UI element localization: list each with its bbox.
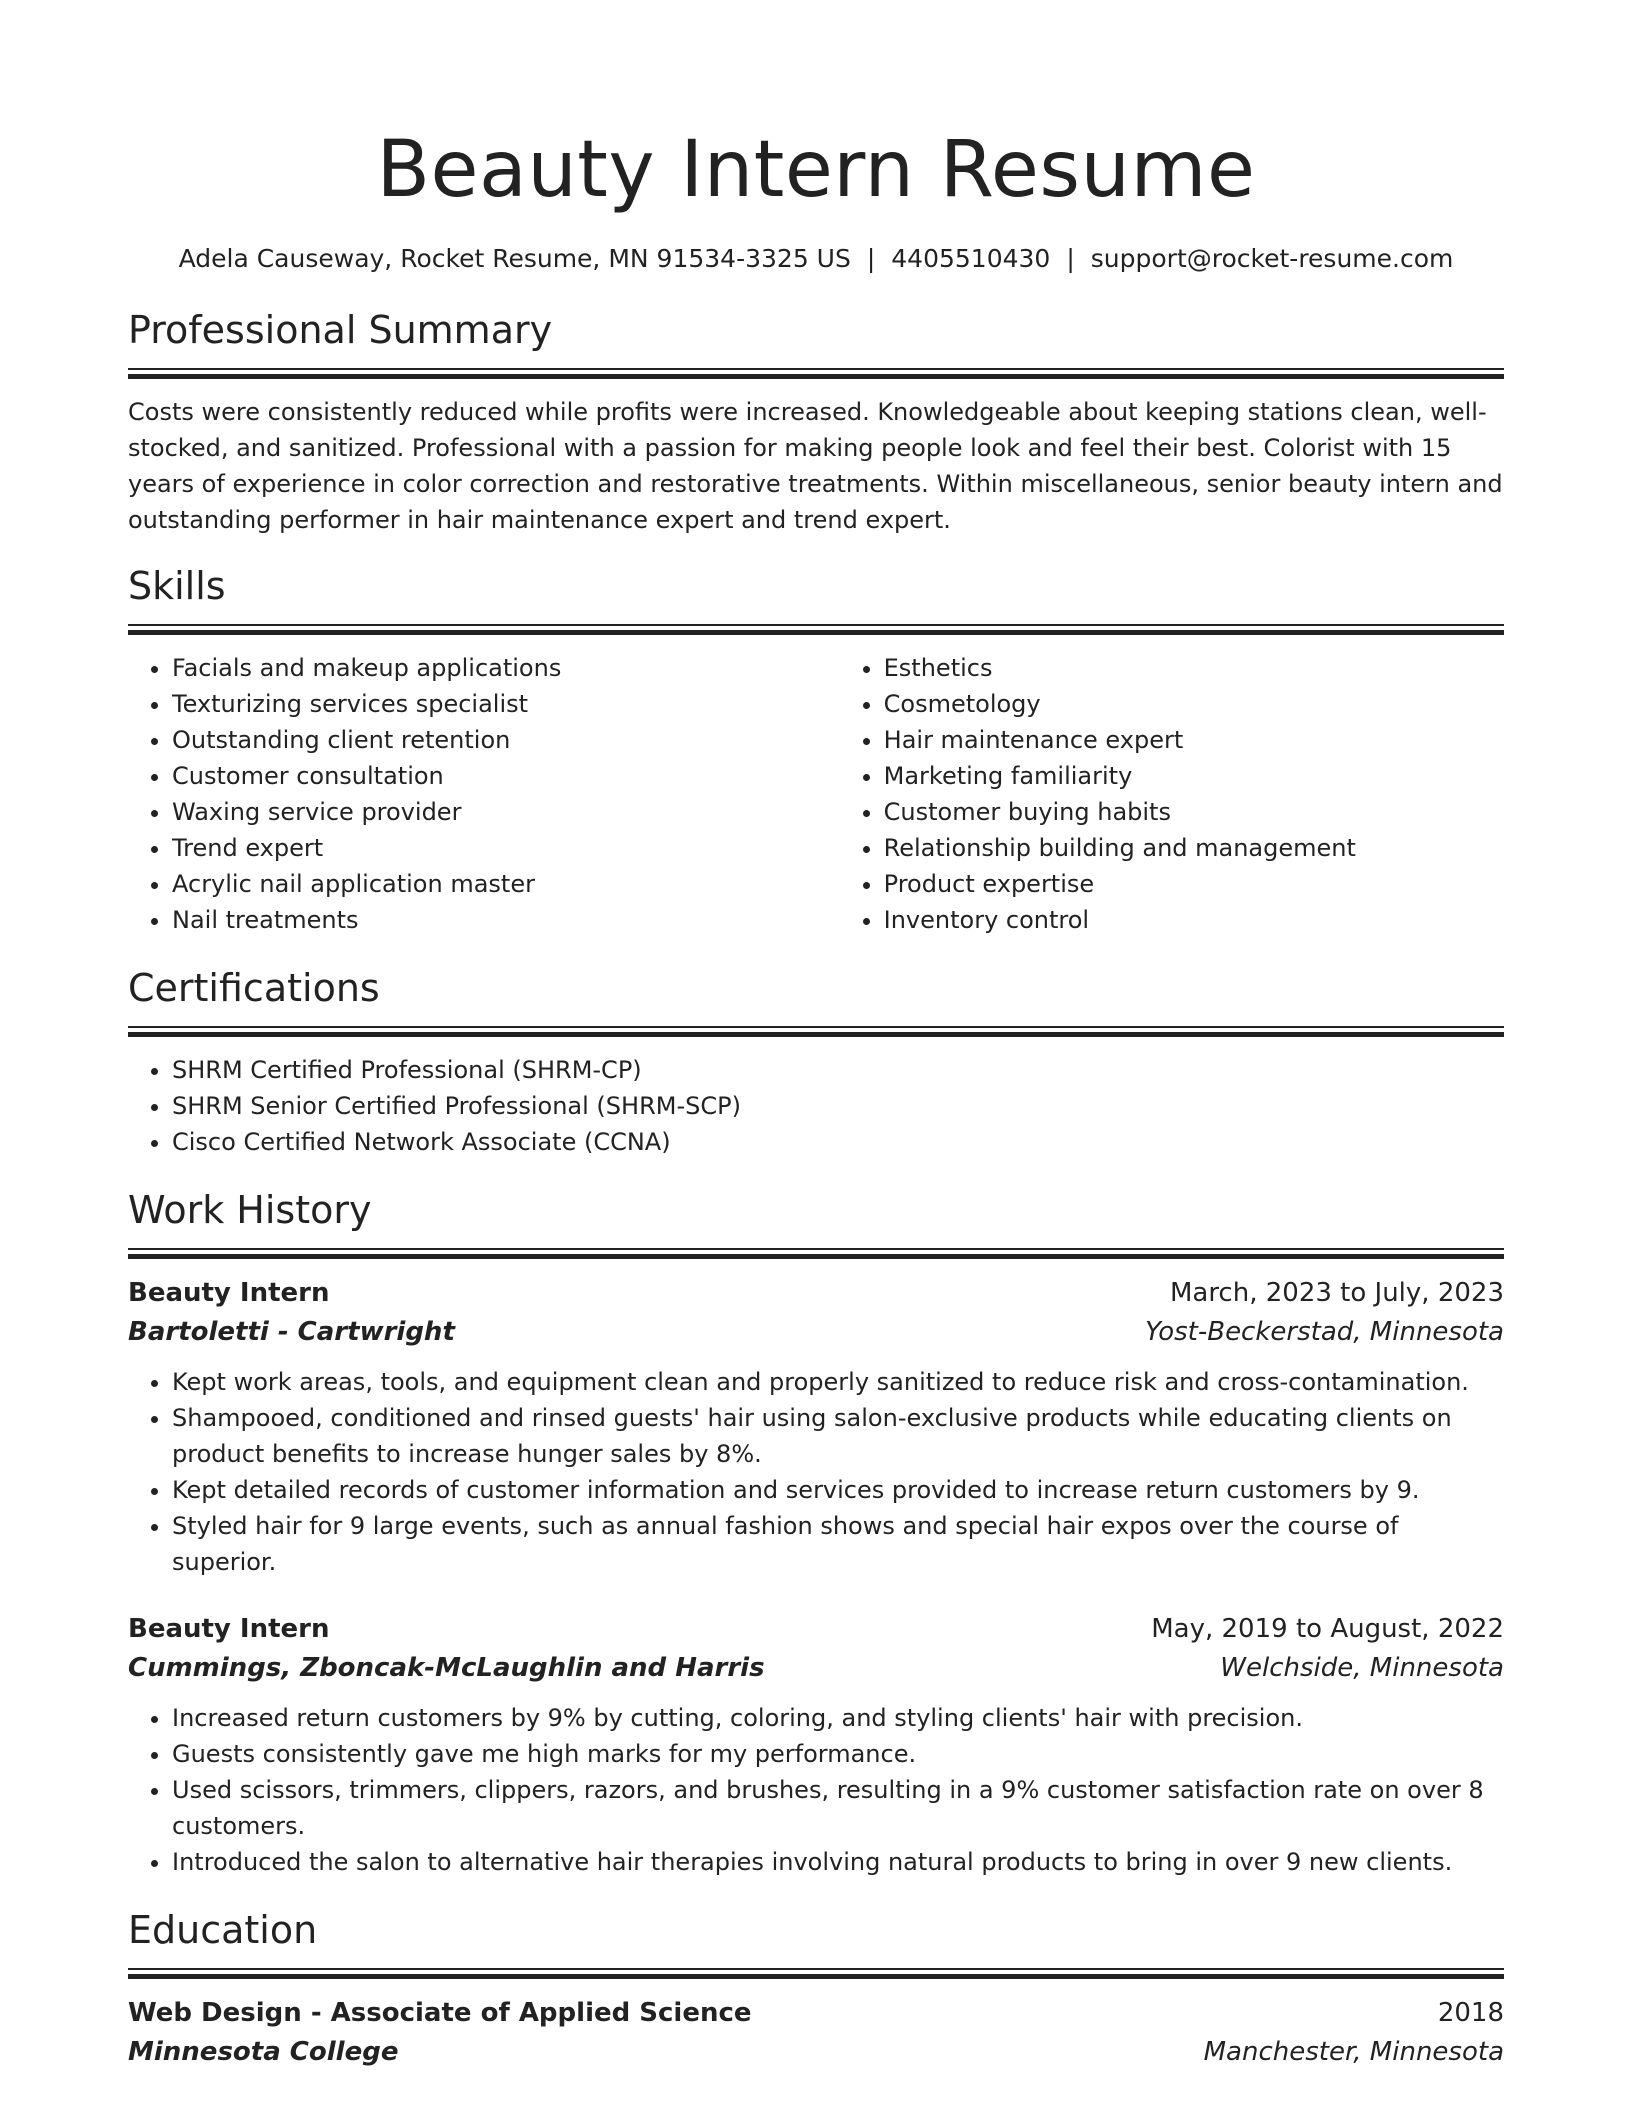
- education-school: Minnesota College: [128, 2037, 399, 2067]
- job-bullet: • Shampooed, conditioned and rinsed guests' hair using salon-exclusive products while educating clients on product benefits to increase hunger sales by 8%.: [172, 1400, 1504, 1472]
- skills-columns: [128, 650, 1504, 938]
- skill-item: • Hair maintenance expert: [884, 722, 1504, 758]
- job-location: Yost-Beckerstad, Minnesota: [1145, 1317, 1504, 1347]
- contact-separator: |: [1066, 244, 1075, 273]
- skill-item: • Customer consultation: [172, 758, 838, 794]
- job-dates: May, 2019 to August, 2022: [1151, 1614, 1504, 1644]
- job-company: Bartoletti - Cartwright: [128, 1317, 455, 1347]
- job-entry: [128, 1610, 1504, 1880]
- skill-item: • Facials and makeup applications: [172, 650, 838, 686]
- certification-item: • Cisco Certified Network Associate (CCNA): [172, 1124, 1504, 1160]
- job-bullet: • Kept detailed records of customer information and services provided to increase return customers by 9.: [172, 1472, 1504, 1508]
- job-bullet: • Guests consistently gave me high marks for my performance.: [172, 1736, 1504, 1772]
- skills-list-left: [128, 650, 838, 938]
- section-divider: [128, 624, 1504, 634]
- skill-item: • Customer buying habits: [884, 794, 1504, 830]
- job-dates: March, 2023 to July, 2023: [1169, 1278, 1504, 1308]
- section-heading-summary: Professional Summary: [128, 308, 553, 352]
- certifications-list: [128, 1052, 1504, 1160]
- job-bullets: [128, 1700, 1504, 1880]
- skill-item: • Texturizing services specialist: [172, 686, 838, 722]
- job-bullets: [128, 1364, 1504, 1580]
- education-degree: Web Design - Associate of Applied Science: [128, 1998, 752, 2028]
- resume-page: [128, 0, 1504, 2072]
- work-history-section: [128, 1186, 1504, 1880]
- skill-item: • Waxing service provider: [172, 794, 838, 830]
- skill-item: • Trend expert: [172, 830, 838, 866]
- job-bullet: • Used scissors, trimmers, clippers, razors, and brushes, resulting in a 9% customer satisfaction rate on over 8 customers.: [172, 1772, 1504, 1844]
- skills-section: [128, 562, 1504, 938]
- contact-email: support@rocket-resume.com: [1090, 244, 1454, 273]
- skill-item: • Cosmetology: [884, 686, 1504, 722]
- contact-line: [128, 242, 1504, 276]
- section-heading-education: Education: [128, 1908, 318, 1952]
- education-entry: [128, 1994, 1504, 2072]
- contact-address: Adela Causeway, Rocket Resume, MN 91534-3325 US: [178, 244, 851, 273]
- education-year: 2018: [1437, 1998, 1504, 2028]
- section-divider: [128, 368, 1504, 378]
- skill-item: • Acrylic nail application master: [172, 866, 838, 902]
- job-bullet: • Increased return customers by 9% by cutting, coloring, and styling clients' hair with precision.: [172, 1700, 1504, 1736]
- job-title: Beauty Intern: [128, 1614, 330, 1644]
- job-bullet: • Kept work areas, tools, and equipment clean and properly sanitized to reduce risk and cross-contamination.: [172, 1364, 1504, 1400]
- section-divider: [128, 1968, 1504, 1978]
- skill-item: • Esthetics: [884, 650, 1504, 686]
- section-heading-skills: Skills: [128, 564, 226, 608]
- skill-item: • Inventory control: [884, 902, 1504, 938]
- skill-item: • Relationship building and management: [884, 830, 1504, 866]
- skill-item: • Nail treatments: [172, 902, 838, 938]
- job-entry: [128, 1274, 1504, 1580]
- section-divider: [128, 1248, 1504, 1258]
- job-company: Cummings, Zboncak-McLaughlin and Harris: [128, 1653, 765, 1683]
- summary-section: [128, 306, 1504, 538]
- section-divider: [128, 1026, 1504, 1036]
- certification-item: • SHRM Senior Certified Professional (SHRM-SCP): [172, 1088, 1504, 1124]
- job-bullet: • Introduced the salon to alternative hair therapies involving natural products to bring in over 9 new clients.: [172, 1844, 1504, 1880]
- certifications-section: [128, 964, 1504, 1160]
- skill-item: • Marketing familiarity: [884, 758, 1504, 794]
- section-heading-certifications: Certifications: [128, 966, 380, 1010]
- contact-separator: |: [866, 244, 876, 273]
- skills-list-right: [838, 650, 1504, 938]
- certification-item: • SHRM Certified Professional (SHRM-CP): [172, 1052, 1504, 1088]
- contact-phone: 4405510430: [891, 244, 1051, 273]
- job-title: Beauty Intern: [128, 1278, 330, 1308]
- education-section: [128, 1906, 1504, 2072]
- job-bullet: • Styled hair for 9 large events, such as annual fashion shows and special hair expos over the course of superior.: [172, 1508, 1504, 1580]
- job-location: Welchside, Minnesota: [1220, 1653, 1504, 1683]
- section-heading-work: Work History: [128, 1188, 372, 1232]
- summary-text: Costs were consistently reduced while profits were increased. Knowledgeable about keeping stations clean, well-stocked, and sanitized. Professional with a passion for making people look and feel their best. Colorist with 15 years of experience in color correction and restorative treatments. Within miscellaneous, senior beauty intern and outstanding performer in hair maintenance expert and trend expert.: [128, 398, 1503, 534]
- resume-title: Beauty Intern Resume: [376, 125, 1256, 215]
- skill-item: • Product expertise: [884, 866, 1504, 902]
- skill-item: • Outstanding client retention: [172, 722, 838, 758]
- education-location: Manchester, Minnesota: [1203, 2037, 1504, 2067]
